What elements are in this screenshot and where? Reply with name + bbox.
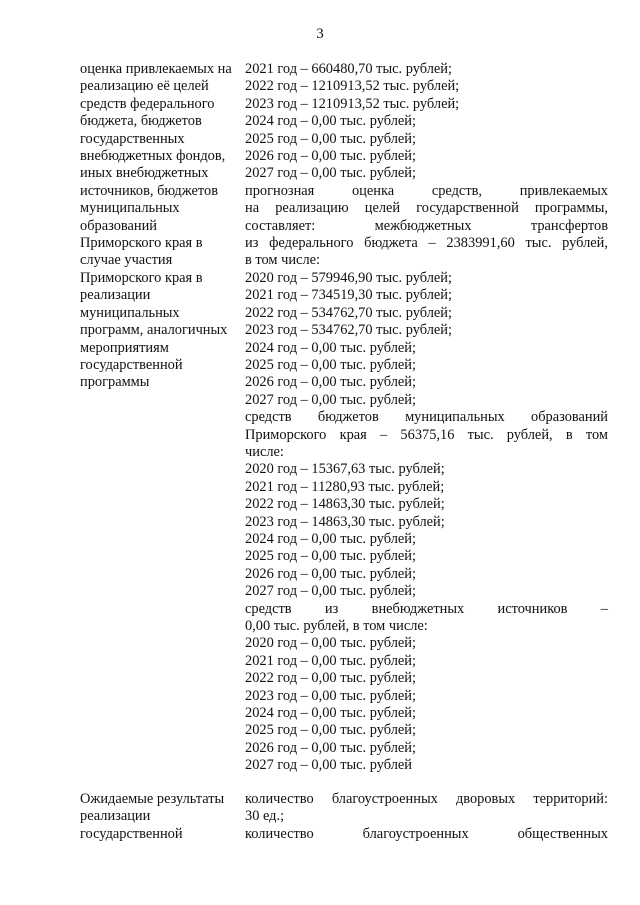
value-line: 2022 год – 0,00 тыс. рублей;	[245, 670, 416, 687]
value-line: 2023 год – 534762,70 тыс. рублей;	[245, 322, 452, 339]
value-line: 2027 год – 0,00 тыс. рублей	[245, 757, 412, 774]
label-line: случае участия	[80, 252, 173, 269]
value-line: 2020 год – 15367,63 тыс. рублей;	[245, 461, 445, 478]
value-line: составляет: межбюджетных трансфертов	[245, 217, 608, 234]
label-line: муниципальных	[80, 304, 180, 321]
value-line: 2025 год – 0,00 тыс. рублей;	[245, 130, 416, 147]
value-line: 2025 год – 0,00 тыс. рублей;	[245, 548, 416, 565]
value-line: 2020 год – 0,00 тыс. рублей;	[245, 635, 416, 652]
value-line: 2022 год – 534762,70 тыс. рублей;	[245, 304, 452, 321]
label-line: государственных	[80, 130, 185, 147]
value-line: Приморского края – 56375,16 тыс. рублей, в том	[245, 426, 608, 443]
value-line: 2022 год – 1210913,52 тыс. рублей;	[245, 78, 460, 95]
section-value	[245, 791, 608, 843]
value-line: 2021 год – 11280,93 тыс. рублей;	[245, 478, 445, 495]
value-line: количество благоустроенных дворовых территорий:	[245, 791, 608, 807]
section-expected-results	[80, 791, 608, 843]
label-line: оценка привлекаемых на	[80, 61, 232, 77]
value-line: количество благоустроенных общественных	[245, 825, 608, 842]
section-value	[245, 61, 608, 775]
value-line: в том числе:	[245, 252, 321, 269]
label-line: иных внебюджетных	[80, 165, 209, 182]
label-line: программ, аналогичных	[80, 322, 228, 339]
value-line: 2021 год – 0,00 тыс. рублей;	[245, 652, 416, 669]
label-line: государственной	[80, 825, 183, 842]
value-line: числе:	[245, 443, 284, 460]
label-line: внебюджетных фондов,	[80, 148, 226, 165]
value-line: 2024 год – 0,00 тыс. рублей;	[245, 339, 416, 356]
value-line: 2024 год – 0,00 тыс. рублей;	[245, 113, 416, 130]
value-line: 2026 год – 0,00 тыс. рублей;	[245, 148, 416, 165]
value-line: прогнозная оценка средств, привлекаемых	[245, 182, 608, 199]
label-line: программы	[80, 374, 150, 391]
value-line: 2025 год – 0,00 тыс. рублей;	[245, 356, 416, 373]
value-line: 2027 год – 0,00 тыс. рублей;	[245, 165, 416, 182]
value-line: 0,00 тыс. рублей, в том числе:	[245, 618, 428, 634]
value-line: 2021 год – 734519,30 тыс. рублей;	[245, 287, 452, 304]
value-line: 2026 год – 0,00 тыс. рублей;	[245, 565, 416, 582]
section-funding-estimate	[80, 61, 608, 775]
value-line: 2023 год – 0,00 тыс. рублей;	[245, 687, 416, 704]
label-line: Приморского края в	[80, 235, 203, 252]
label-line: источников, бюджетов	[80, 182, 218, 199]
label-line: образований	[80, 217, 157, 234]
label-line: реализации	[80, 808, 151, 825]
section-label	[80, 61, 245, 775]
value-line: средств бюджетов муниципальных образований	[245, 409, 608, 426]
label-line: муниципальных	[80, 200, 180, 217]
value-line: 2024 год – 0,00 тыс. рублей;	[245, 705, 416, 722]
value-line: 2024 год – 0,00 тыс. рублей;	[245, 530, 416, 547]
label-line: Приморского края в	[80, 269, 203, 286]
label-line: мероприятиям	[80, 339, 169, 356]
value-line: 2021 год – 660480,70 тыс. рублей;	[245, 61, 452, 77]
value-line: 2020 год – 579946,90 тыс. рублей;	[245, 269, 452, 286]
value-line: 2023 год – 1210913,52 тыс. рублей;	[245, 95, 460, 112]
label-line: бюджета, бюджетов	[80, 113, 202, 130]
value-line: 2023 год – 14863,30 тыс. рублей;	[245, 513, 445, 530]
label-line: Ожидаемые результаты	[80, 791, 225, 807]
value-line: 2022 год – 14863,30 тыс. рублей;	[245, 496, 445, 513]
page-number: 3	[316, 26, 324, 42]
label-line: реализацию её целей	[80, 78, 209, 95]
label-line: реализации	[80, 287, 151, 304]
value-line: 2026 год – 0,00 тыс. рублей;	[245, 374, 416, 391]
label-line: государственной	[80, 356, 183, 373]
value-line: 2027 год – 0,00 тыс. рублей;	[245, 391, 416, 408]
value-line: средств из внебюджетных источников –	[245, 600, 608, 617]
value-line: 30 ед.;	[245, 808, 285, 825]
section-label	[80, 791, 245, 843]
value-line: 2025 год – 0,00 тыс. рублей;	[245, 722, 416, 739]
value-line: 2026 год – 0,00 тыс. рублей;	[245, 739, 416, 756]
value-line: из федерального бюджета – 2383991,60 тыс. рублей,	[245, 235, 608, 252]
label-line: средств федерального	[80, 95, 215, 112]
value-line: 2027 год – 0,00 тыс. рублей;	[245, 583, 416, 600]
value-line: на реализацию целей государственной программы,	[245, 200, 608, 217]
